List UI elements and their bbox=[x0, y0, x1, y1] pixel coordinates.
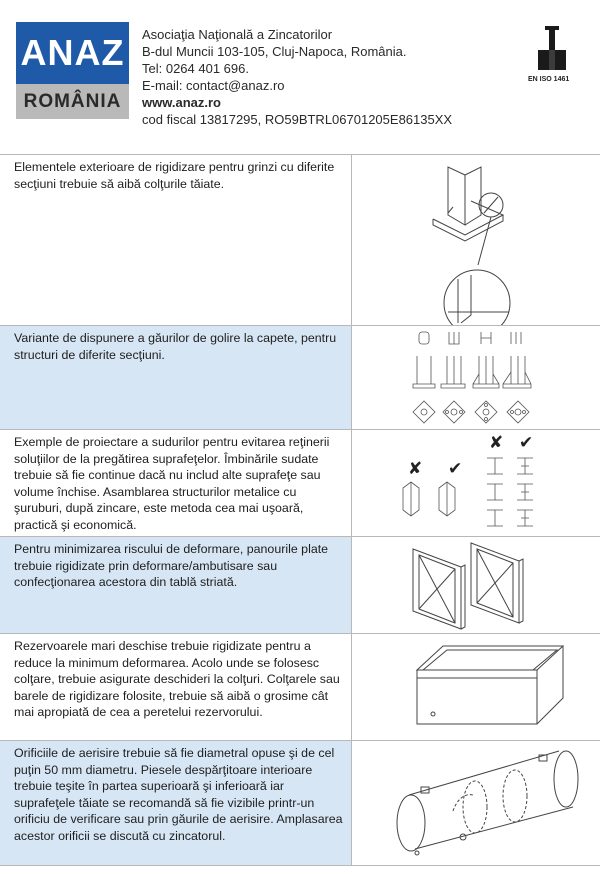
cross-mark-icon: ✘ bbox=[489, 433, 504, 453]
logo-text-top: ANAZ bbox=[20, 32, 125, 73]
drainage-holes-figure bbox=[353, 326, 600, 430]
website: www.anaz.ro bbox=[142, 95, 221, 110]
open-tank-figure bbox=[353, 634, 600, 741]
table-row bbox=[0, 325, 600, 430]
vent-holes-tank-figure bbox=[353, 741, 600, 866]
check-mark-icon: ✔ bbox=[448, 459, 463, 479]
cross-mark-icon: ✘ bbox=[408, 459, 423, 479]
row-text: Orificiile de aerisire trebuie să fie diametral opuse şi de cel puţin 50 mm diametru. Piesele despărţitoare interioare trebuie teşite în partea superioară şi inferioară iar suprafeţele tăiate se recomandă să fie vizibile printr-un orificiu de verificare sau prin găurile de aerisire. Amplasarea acestor orificii se discută cu zincatorul. bbox=[14, 746, 343, 843]
table-bottom-border bbox=[0, 865, 600, 866]
table-row bbox=[0, 154, 600, 326]
row-text: Pentru minimizarea riscului de deformare, panourile plate trebuie rigidizate prin deformare/ambutisare sau confecţionarea acestora din tablă striată. bbox=[14, 542, 329, 590]
welding-examples-figure bbox=[353, 430, 600, 537]
row-text: Elementele exterioare de rigidizare pentru grinzi cu diferite secţiuni trebuie să aibă colţurile tăiate. bbox=[14, 160, 335, 191]
table-row bbox=[0, 536, 600, 634]
org-name: Asociaţia Naţională a Zincatorilor bbox=[142, 27, 333, 42]
address: B-dul Muncii 103-105, Cluj-Napoca, România. bbox=[142, 44, 407, 59]
email: E-mail: contact@anaz.ro bbox=[142, 78, 285, 93]
beam-corner-cut-figure bbox=[353, 155, 600, 326]
phone: Tel: 0264 401 696. bbox=[142, 61, 249, 76]
row-text: Exemple de proiectare a sudurilor pentru evitarea reţinerii soluţiilor de la pregătirea suprafeţelor. Îmbinările sudate trebuie să fie continue dacă nu includ alte suprafeţe sau volume închise. Asamblarea structurilor metalice cu şuruburi, după zincare, este metoda cea mai uşoară, practică şi economică. bbox=[14, 435, 330, 532]
company-info bbox=[142, 26, 452, 128]
table-row bbox=[0, 633, 600, 741]
fiscal-code: cod fiscal 13817295, RO59BTRL06701205E86135XX bbox=[142, 112, 453, 127]
logo-text-bottom: ROMÂNIA bbox=[23, 90, 122, 112]
check-mark-icon: ✔ bbox=[519, 433, 534, 453]
table-row bbox=[0, 740, 600, 866]
row-text: Variante de dispunere a găurilor de golire la capete, pentru structuri de diferite secţiuni. bbox=[14, 331, 337, 362]
row-text: Rezervoarele mari deschise trebuie rigidizate pentru a reduce la minimum deformarea. Acolo unde se folosesc colţare, trebuie asigurate deschideri la colţuri. Colţarele sau barele de rigidizare folosite, trebuie să aibă o grosime cât mai apropiată de cea a peretelui rezervorului. bbox=[14, 639, 340, 720]
iso-label: EN ISO 1461 bbox=[528, 76, 570, 83]
table-row bbox=[0, 429, 600, 537]
anaz-logo bbox=[16, 22, 129, 119]
flat-panels-figure bbox=[353, 537, 600, 634]
